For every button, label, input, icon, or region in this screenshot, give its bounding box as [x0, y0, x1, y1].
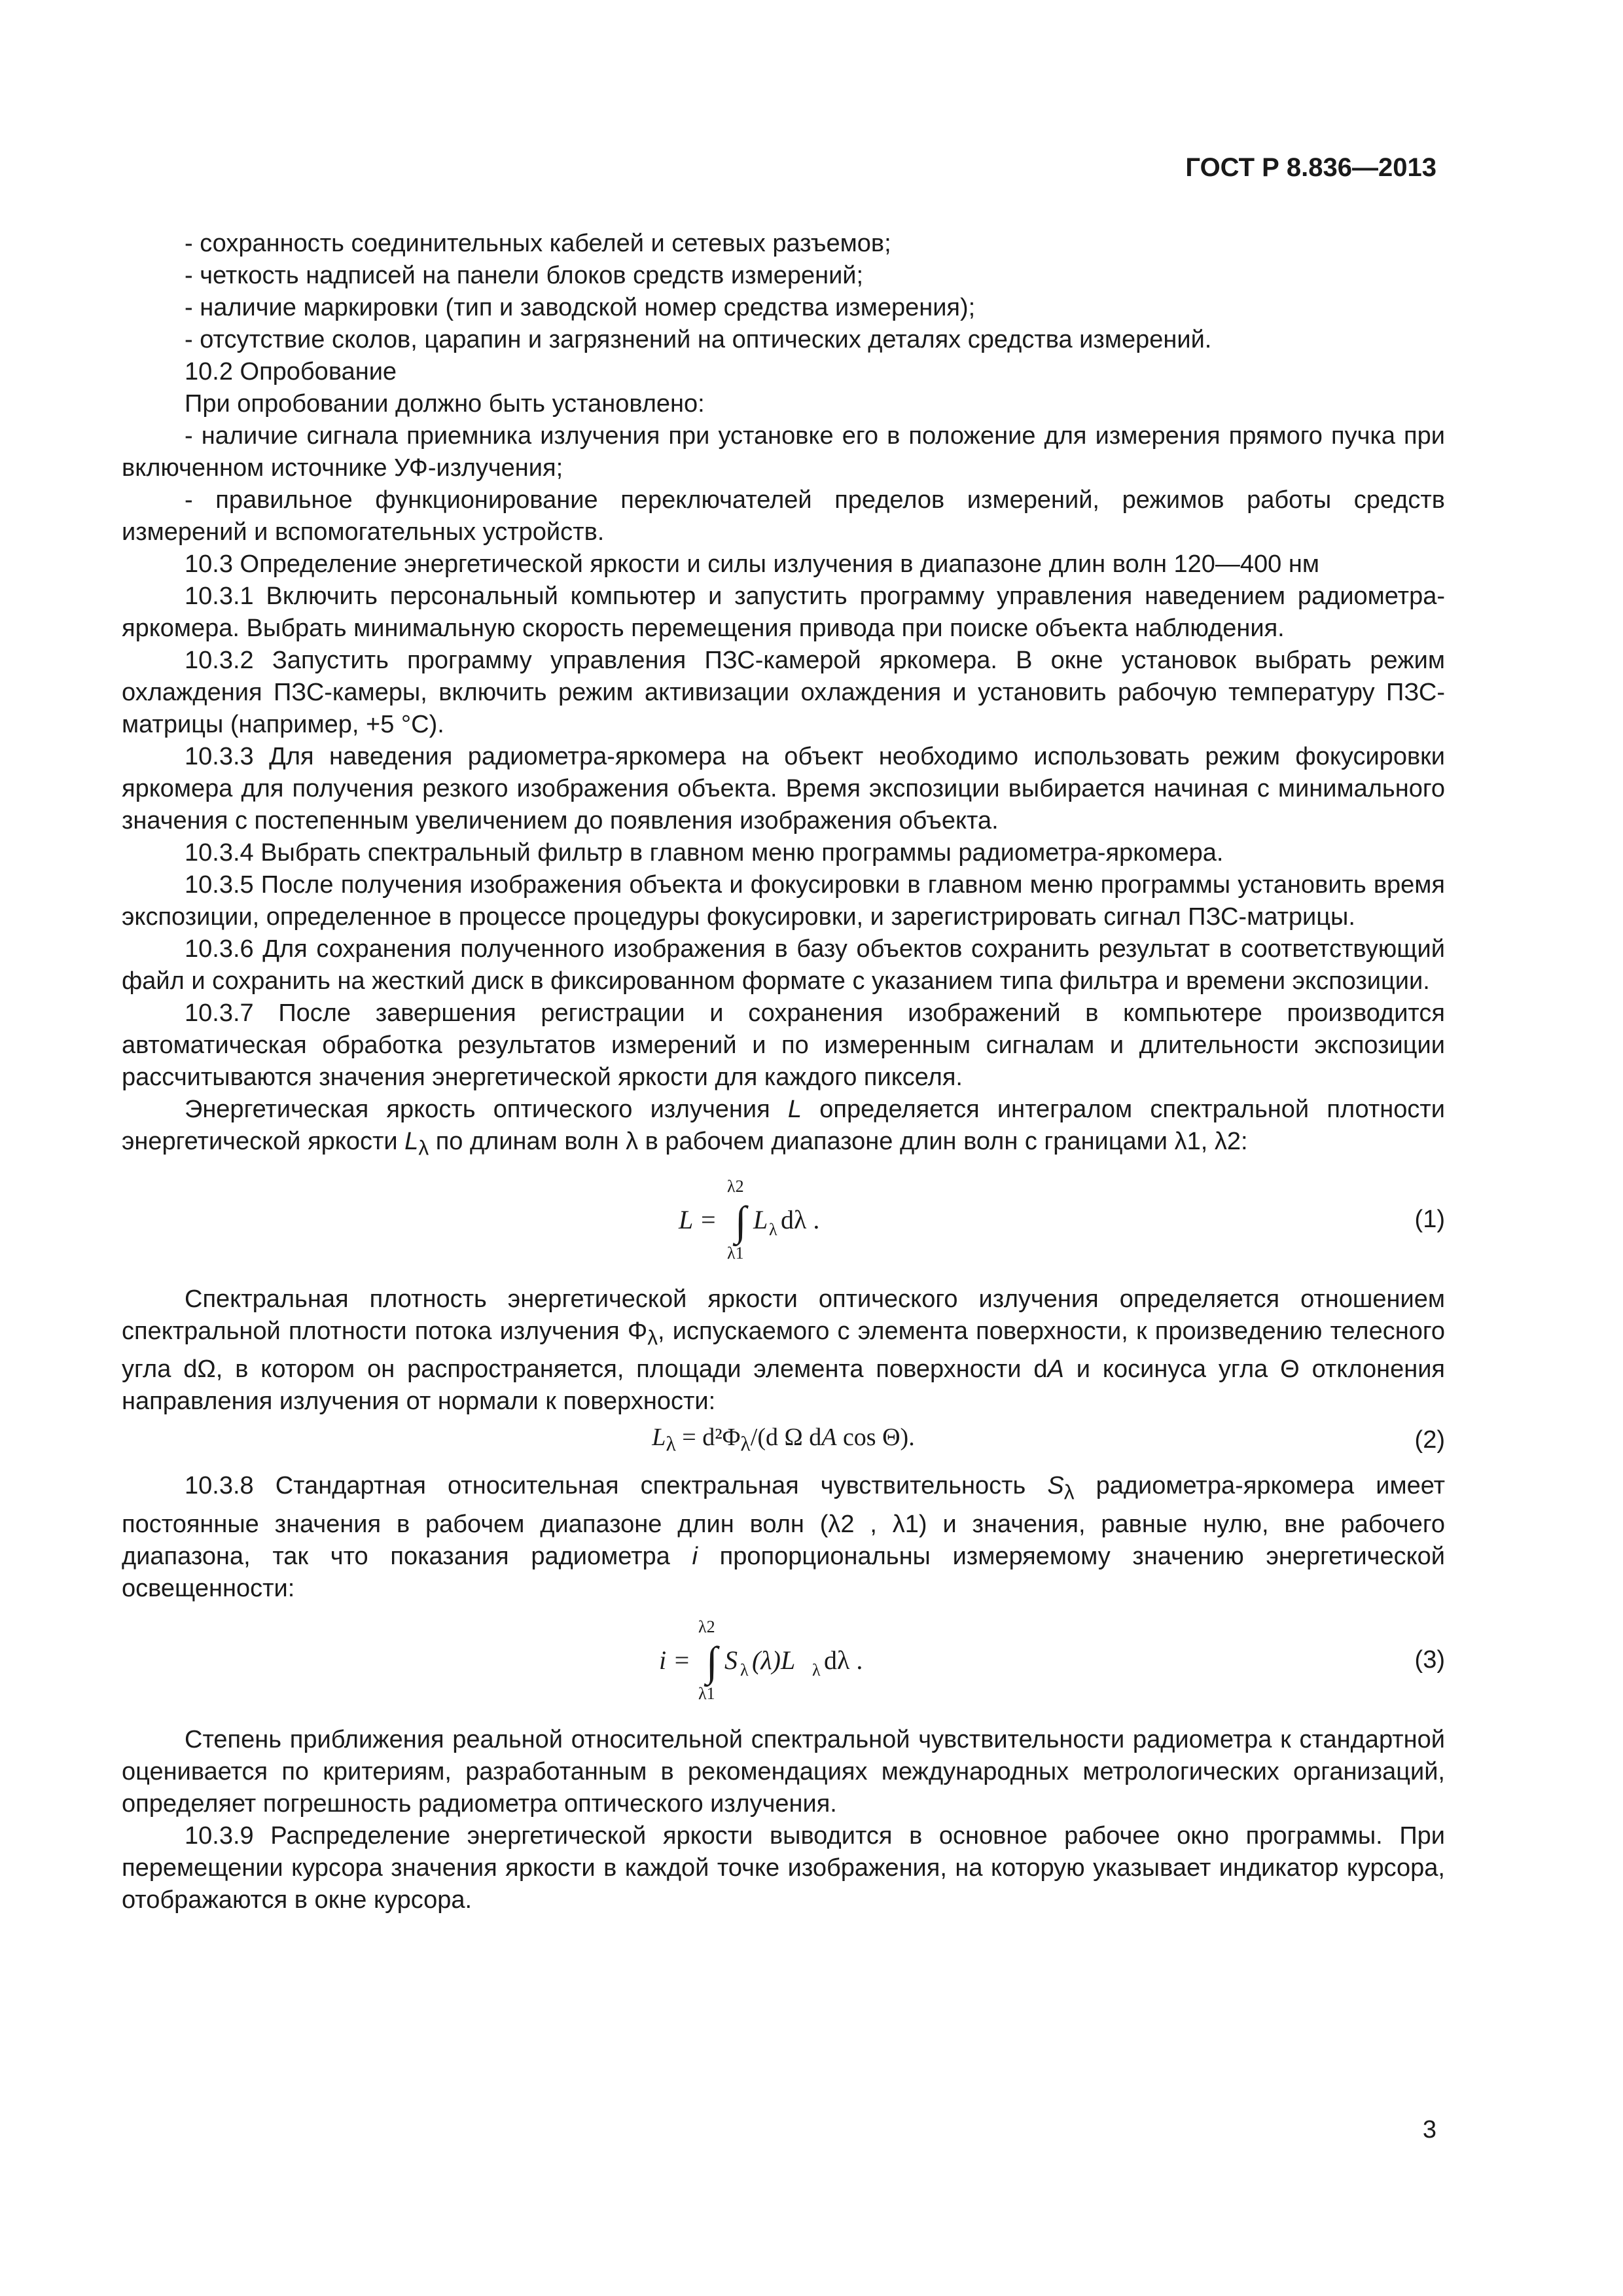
page-number: 3 — [1422, 2116, 1436, 2144]
svg-text:L: L — [753, 1204, 768, 1234]
svg-text:dλ .: dλ . — [781, 1204, 820, 1234]
list-item: - сохранность соединительных кабелей и сетевых разъемов; — [185, 230, 891, 257]
list-item: - наличие сигнала приемника излучения при установке его в положение для измерения прямого пучка при включенном источнике УФ-излучения; — [122, 422, 1445, 482]
equation-number: (3) — [1414, 1645, 1445, 1674]
integral-sign: ∫ — [735, 1197, 747, 1244]
equation-3 — [122, 1618, 1445, 1703]
list-item: - четкость надписей на панели блоков средств измерений; — [185, 262, 864, 289]
paragraph-10-3-7: 10.3.7 После завершения регистрации и сохранения изображений в компьютере производится автоматическая обработка результатов измерений и по измеренным сигналам и длительности экспозиции рассчитываются значения энергетической яркости для каждого пикселя. — [122, 999, 1445, 1091]
paragraph-approximation: Степень приближения реальной относительной спектральной чувствительности радиометра к стандартной оценивается по критериям, разработанным в рекомендациях международных метрологических организаций, определяет погрешность радиометра оптического излучения. — [122, 1725, 1445, 1818]
paragraph-10-3-2: 10.3.2 Запустить программу управления ПЗС-камерой яркомера. В окне установок выбрать режим охлаждения ПЗС-камеры, включить режим активизации охлаждения и установить рабочую температуру ПЗС-матрицы (например, +5 °С). — [122, 647, 1445, 738]
document-body — [122, 228, 1445, 1916]
paragraph-10-3-3: 10.3.3 Для наведения радиометра-яркомера на объект необходимо использовать режим фокусировки яркомера для получения резкого изображения объекта. Время экспозиции выбирается начиная с минимального значения с постепенным увеличением до появления изображения объекта. — [122, 743, 1445, 834]
svg-text:S: S — [724, 1645, 738, 1675]
paragraph-10-3-8: 10.3.8 Стандартная относительная спектральная чувствительность $S_\lambda$ радиометра-яркомера имеет постоянные значения в рабочем диапазоне длин волн (λ2 , λ1) и значения, равные нулю, вне рабочего диапазона, так что показания радиометра i пропорциональны измеряемому значению энергетической освещенности: — [122, 1472, 1445, 1602]
equation-1 — [122, 1177, 1445, 1263]
equation-number: (2) — [1414, 1426, 1445, 1454]
svg-text:λ2: λ2 — [727, 1177, 744, 1196]
svg-text:λ1: λ1 — [727, 1243, 744, 1263]
paragraph-radiance-definition: Энергетическая яркость оптического излучения L определяется интегралом спектральной плотности энергетической яркости $L_\lambda$ по длинам волн λ в рабочем диапазоне длин волн с границами λ1, λ2: — [122, 1096, 1445, 1160]
svg-text:λ2: λ2 — [698, 1617, 715, 1636]
svg-text:i =: i = — [659, 1645, 691, 1675]
equation-1-formula — [672, 1177, 895, 1263]
paragraph-10-3-6: 10.3.6 Для сохранения полученного изображения в базу объектов сохранить результат в соответствующий файл и сохранить на жесткий диск в фиксированном формате с указанием типа фильтра и времени экспозиции. — [122, 935, 1445, 995]
svg-text:λ: λ — [740, 1660, 749, 1679]
equation-number: (1) — [1414, 1205, 1445, 1233]
list-item: - наличие маркировки (тип и заводской номер средства измерения); — [185, 294, 976, 321]
list-item: - отсутствие сколов, царапин и загрязнений на оптических деталях средства измерений. — [185, 326, 1212, 353]
section-heading-10-3: 10.3 Определение энергетической яркости и силы излучения в диапазоне длин волн 120—400 нм — [185, 550, 1319, 578]
svg-text:λ1: λ1 — [698, 1683, 715, 1703]
svg-text:L =: L = — [679, 1204, 717, 1234]
svg-text:λ: λ — [812, 1660, 821, 1679]
integral-sign: ∫ — [706, 1638, 718, 1685]
paragraph-10-3-4: 10.3.4 Выбрать спектральный фильтр в главном меню программы радиометра-яркомера. — [185, 839, 1224, 867]
paragraph-10-3-9: 10.3.9 Распределение энергетической яркости выводится в основное рабочее окно программы. При перемещении курсора значения яркости в каждой точке изображения, на которую указывает индикатор курсора, отображаются в окне курсора. — [122, 1821, 1445, 1914]
paragraph-10-3-1: 10.3.1 Включить персональный компьютер и запустить программу управления наведением радиометра-яркомера. Выбрать минимальную скорость перемещения привода при поиске объекта наблюдения. — [122, 583, 1445, 642]
svg-text:dλ .: dλ . — [824, 1645, 863, 1675]
list-item: - правильное функционирование переключателей пределов измерений, режимов работы средств измерений и вспомогательных устройств. — [122, 486, 1445, 546]
svg-text:λ: λ — [769, 1219, 777, 1239]
paragraph-spectral-density: Спектральная плотность энергетической яркости оптического излучения определяется отношением спектральной плотности потока излучения $\Phi_\lambda$, испускаемого с элемента поверхности, к произведению телесного угла dΩ, в котором он распространяется, площади элемента поверхности dA и косинуса угла Θ отклонения направления излучения от нормали к поверхности: — [122, 1285, 1446, 1416]
equation-3-formula — [652, 1618, 914, 1703]
equation-2-formula: $L_\lambda = d^2\Phi_\lambda/(d$ Ω dA cos Θ). — [652, 1424, 915, 1456]
section-heading-10-2: 10.2 Опробование — [185, 358, 397, 386]
document-code-header: ГОСТ Р 8.836—2013 — [1185, 153, 1436, 182]
svg-text:(λ)L: (λ)L — [752, 1645, 796, 1675]
paragraph-10-3-5: 10.3.5 После получения изображения объекта и фокусировки в главном меню программы установить время экспозиции, определенное в процессе процедуры фокусировки, и зарегистрировать сигнал ПЗС-матрицы. — [122, 871, 1445, 931]
section-intro: При опробовании должно быть установлено: — [185, 390, 705, 418]
equation-2 — [122, 1418, 1445, 1457]
